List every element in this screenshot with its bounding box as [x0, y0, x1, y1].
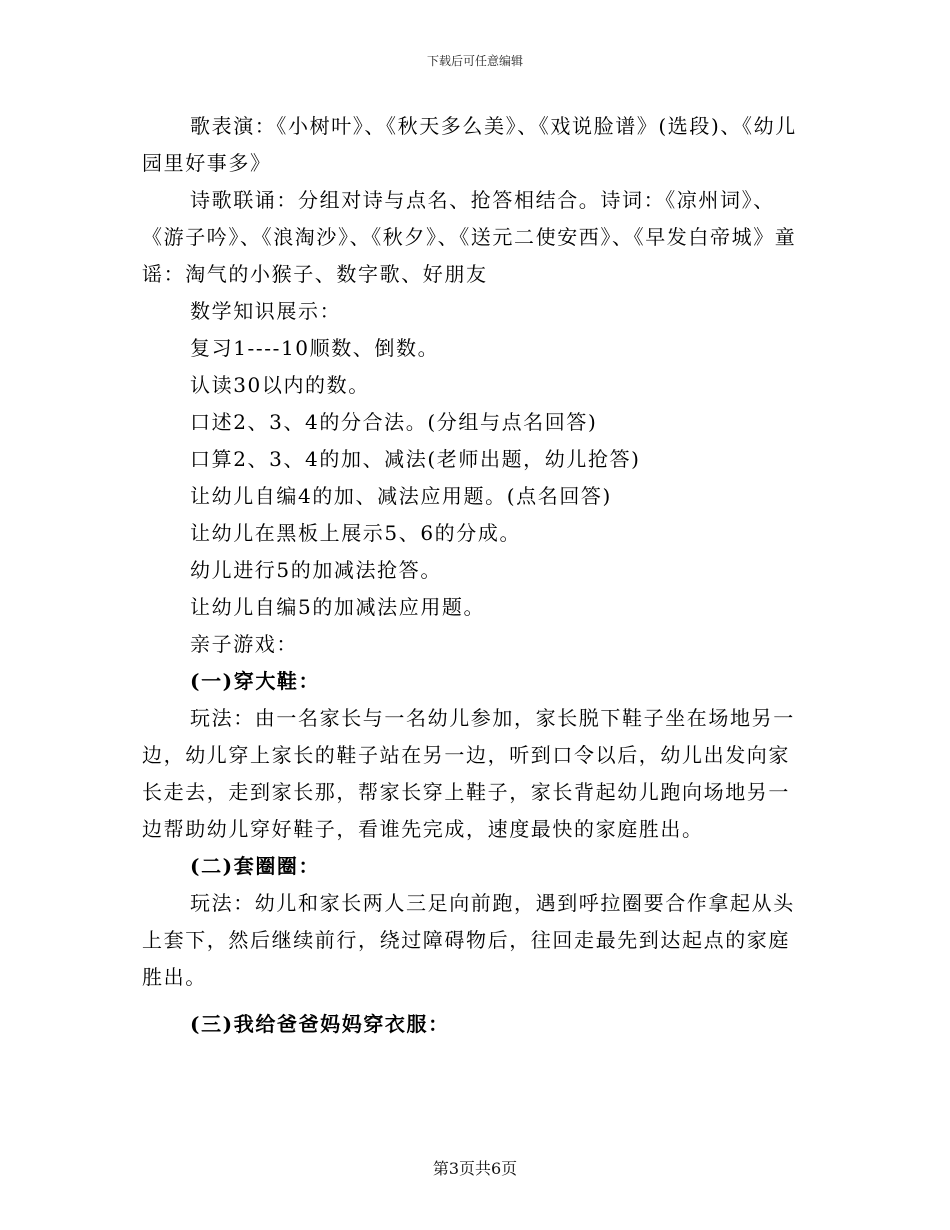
- section-heading-game-2: (二)套圈圈：: [190, 854, 321, 878]
- paragraph-math-heading: 数学知识展示：: [190, 299, 342, 323]
- document-body: [142, 108, 802, 1043]
- paragraph-song-performance: 歌表演：《小树叶》、《秋天多么美》、《戏说脸谱》(选段)、《幼儿园里好事多》: [142, 114, 797, 175]
- paragraph-math-item: 让幼儿自编5的加减法应用题。: [190, 595, 486, 619]
- paragraph-math-item: 让幼儿自编4的加、减法应用题。(点名回答): [190, 484, 612, 508]
- section-heading-game-3: (三)我给爸爸妈妈穿衣服：: [190, 1012, 450, 1036]
- paragraph-game-1-rules: 玩法：由一名家长与一名幼儿参加，家长脱下鞋子坐在场地另一边，幼儿穿上家长的鞋子站在另一边，听到口令以后，幼儿出发向家长走去，走到家长那，帮家长穿上鞋子，家长背起幼儿跑向场地另一边帮助幼儿穿好鞋子，看谁先完成，速度最快的家庭胜出。: [142, 706, 795, 841]
- paragraph-math-item: 认读30以内的数。: [190, 373, 370, 397]
- page-header: 下载后可任意编辑: [426, 54, 523, 68]
- paragraph-parent-child-games-heading: 亲子游戏：: [190, 632, 298, 656]
- paragraph-math-item: 口算2、3、4的加、减法(老师出题，幼儿抢答): [190, 447, 641, 471]
- paragraph-math-item: 口述2、3、4的分合法。(分组与点名回答): [190, 410, 598, 434]
- paragraph-game-2-rules: 玩法：幼儿和家长两人三足向前跑，遇到呼拉圈要合作拿起从头上套下，然后继续前行，绕过障碍物后，往回走最先到达起点的家庭胜出。: [142, 891, 795, 989]
- section-heading-game-1: (一)穿大鞋：: [190, 669, 321, 693]
- paragraph-math-item: 让幼儿在黑板上展示5、6的分成。: [190, 521, 522, 545]
- paragraph-math-item: 复习1----10顺数、倒数。: [190, 336, 440, 360]
- paragraph-math-item: 幼儿进行5的加减法抢答。: [190, 558, 442, 582]
- paragraph-poetry-recitation: 诗歌联诵：分组对诗与点名、抢答相结合。诗词：《凉州词》、《游子吟》、《浪淘沙》、《秋夕》、《送元二使安西》、《早发白帝城》童谣：淘气的小猴子、数字歌、好朋友: [142, 188, 797, 286]
- page-number-footer: 第3页共6页: [432, 1159, 518, 1178]
